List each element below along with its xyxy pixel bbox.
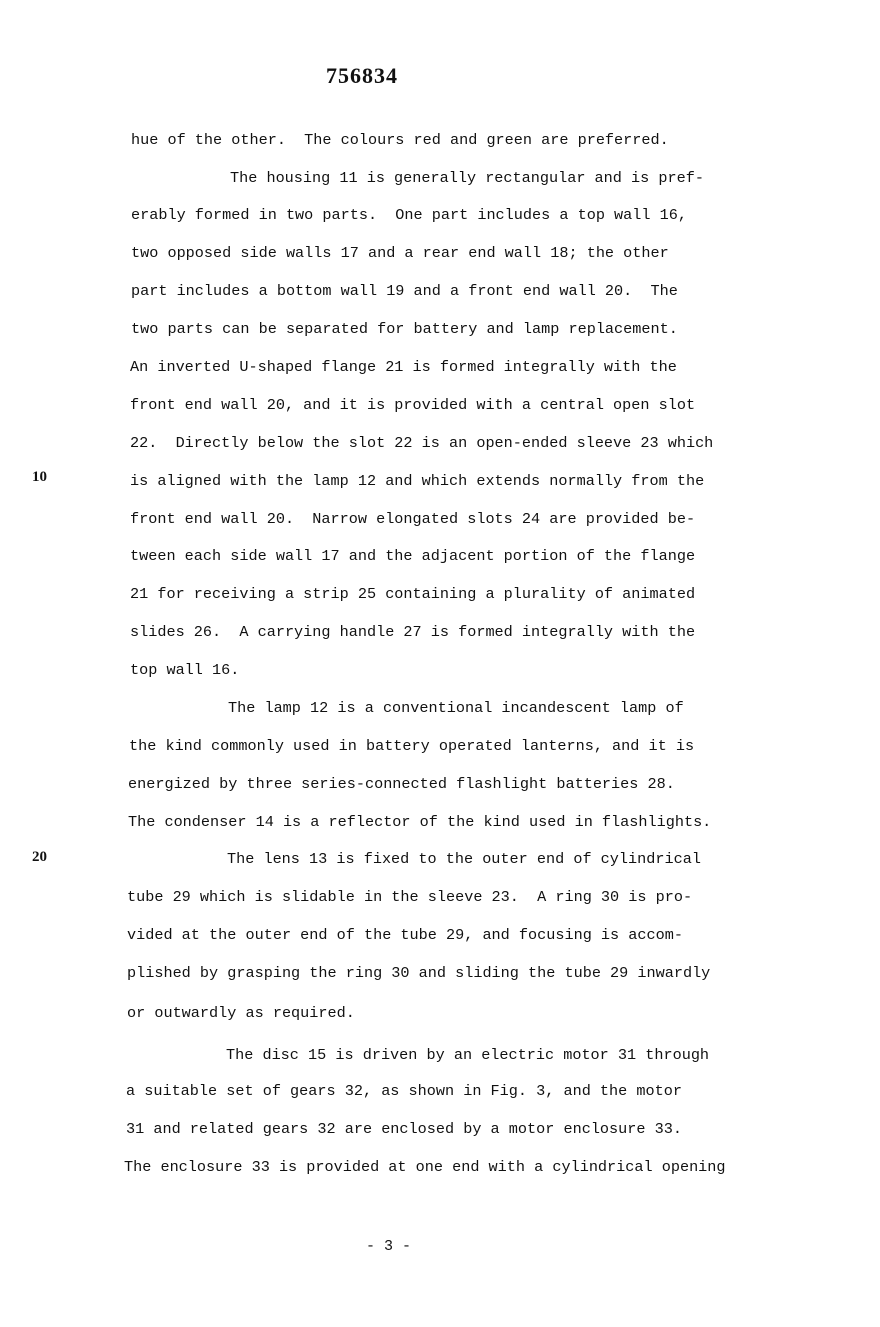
text-line: The disc 15 is driven by an electric motor 31 through — [226, 1046, 710, 1064]
text-line: energized by three series-connected flashlight batteries 28. — [128, 775, 675, 793]
text-line: erably formed in two parts. One part includes a top wall 16, — [131, 206, 687, 224]
text-line: tube 29 which is slidable in the sleeve 23. A ring 30 is pro- — [127, 888, 693, 906]
text-line: 31 and related gears 32 are enclosed by a motor enclosure 33. — [126, 1120, 682, 1138]
text-line: is aligned with the lamp 12 and which extends normally from the — [130, 472, 705, 490]
text-line: vided at the outer end of the tube 29, and focusing is accom- — [127, 926, 683, 944]
text-line: plished by grasping the ring 30 and sliding the tube 29 inwardly — [127, 964, 711, 982]
text-line: hue of the other. The colours red and green are preferred. — [131, 131, 669, 149]
text-line: a suitable set of gears 32, as shown in Fig. 3, and the motor — [126, 1082, 682, 1100]
text-line: The lamp 12 is a conventional incandescent lamp of — [228, 699, 684, 717]
document-number: 756834 — [326, 63, 398, 88]
text-line: top wall 16. — [130, 661, 240, 679]
text-line: 22. Directly below the slot 22 is an open-ended sleeve 23 which — [130, 434, 714, 452]
text-line: The housing 11 is generally rectangular and is pref- — [230, 169, 704, 187]
text-line: An inverted U-shaped flange 21 is formed integrally with the — [130, 358, 677, 376]
text-line: the kind commonly used in battery operated lanterns, and it is — [129, 737, 695, 755]
text-line: The enclosure 33 is provided at one end with a cylindrical opening — [124, 1158, 726, 1176]
text-line: two parts can be separated for battery and lamp replacement. — [131, 320, 678, 338]
text-line: front end wall 20, and it is provided with a central open slot — [130, 396, 696, 414]
text-line: The lens 13 is fixed to the outer end of cylindrical — [227, 850, 701, 868]
text-line: The condenser 14 is a reflector of the kind used in flashlights. — [128, 813, 712, 831]
text-line: 21 for receiving a strip 25 containing a plurality of animated — [130, 585, 696, 603]
text-line: slides 26. A carrying handle 27 is formed integrally with the — [130, 623, 696, 641]
page-number: - 3 - — [366, 1238, 412, 1255]
margin-line-number: 20 — [32, 849, 47, 865]
text-line: front end wall 20. Narrow elongated slots 24 are provided be- — [130, 510, 696, 528]
text-line: two opposed side walls 17 and a rear end wall 18; the other — [131, 244, 669, 262]
text-line: or outwardly as required. — [127, 1004, 355, 1022]
margin-line-number: 10 — [32, 469, 47, 485]
text-line: part includes a bottom wall 19 and a front end wall 20. The — [131, 282, 678, 300]
text-line: tween each side wall 17 and the adjacent portion of the flange — [130, 547, 696, 565]
